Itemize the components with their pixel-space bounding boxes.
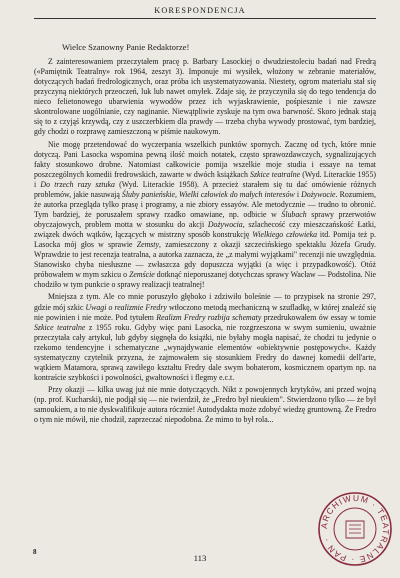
archive-stamp: [316, 488, 394, 570]
italic-title: Realizm Fredry rozbija schematy: [156, 312, 262, 322]
text-run: z 1955 roku. Gdyby więc pani Lasocka, nie rozgrzeszona w swym sumieniu, uważnie przeczytała cały artykuł, lub gdyby sięgnęła do książki, nie byłaby mogła napisać, że chodzi tu jedynie o rzekomo tendencyjne i schematyczne „wynajdywanie elementów «obiektywnie postępowych». Każdy systematyczny czytelnik przyzna, że zajmowałem się stosunkiem Fredry do dawnej komedii dell'arte, wątkiem Matamora, sprawą zawiłego kształtu Fredry dale swym bohaterom, kosmicznem opartym np. na kontraście szybkości i powolności, gwałtowności i flegmy e.c.t.: [34, 322, 376, 382]
text-run: itd. Pomija też p. Lasocka mój głos w sprawie: [34, 229, 376, 250]
italic-title: Szkice teatralne: [250, 169, 301, 179]
text-run: , zamieszczony z okazji szczecińskiego spektaklu Józefa Grudy. Wprawdzie to jest recenzja teatralna, a autorka zaznacza, że „z małymi wyjątkami" recenzji nie uwzględnia. Stanowisko chyba niesłuszne — zwłaszcza gdy dopuszcza wyjątki (a więc i przypadkowość). Otóż próbowałem w mym szkicu o: [34, 240, 376, 280]
text-run: przedrukowałem ów essay w tomie: [261, 312, 376, 322]
stamp-text: ARCHIWUM · TEATRALNE · PAN ·: [318, 492, 392, 566]
text-run: Z zainteresowaniem przeczytałem pracę p. Barbary Lasockiej o dwudziestoleciu badań nad Fredrą («Pamiętnik Teatralny» rok 1964, zeszyt 3). Imponuje mi wysiłek, włożony w zebranie materiałów, dotyczących badań fredrologicznych, oraz próba ich usystematyzowania. Niestety, ogrom materiału stał się przyczyną niektórych przeoczeń, luk lub nawet omyłek. Zdaje się, że przyczyniła się do tego tendencja do nieco felietonowego ubarwienia wywodów przez ich wyjaskrawienie, pośpiesznie i nie zawsze skontrolowane uogólnianie, czy naginanie. Niewątpliwie zyskuje na tym owa barwność. Skoro jednak stają się to z czyjąś krzywdą, czy z uszczerbkiem dla prawdy — trzeba chyba wywody prostować, tym bardziej, gdy chodzi o rozprawę zamieszczoną w piśmie naukowym.: [34, 57, 376, 137]
italic-title: Dożywocia: [207, 219, 243, 229]
letter-body: [34, 57, 376, 427]
text-run: . Rozumiem, że autorka przegląda tylko prasę i programy, a nie zbiory essayów. Ale metodycznie — trudno to obronić. Tym bardziej, że poruszałem sprawy rzadko omawiane, np. odbicie w: [34, 189, 376, 219]
header-rule: [34, 18, 376, 19]
italic-title: Zemście: [129, 270, 155, 280]
salutation: Wielce Szanowny Panie Redaktorze!: [62, 42, 190, 52]
italic-title: Śluby panieńskie, Wielki człowiek do małych interesów: [121, 189, 295, 199]
italic-title: Uwagi o realizmie Fredry: [85, 302, 167, 312]
text-run: i: [294, 189, 302, 199]
text-run: dotknąć nieporuszanej dotychczas sprawy Wacław — Podstolina. Nie chodziło w tym punkcie o sprawy realizacji teatralnej!: [34, 270, 376, 290]
running-header: KORESPONDENCJA: [154, 6, 246, 15]
text-run: (Wyd. Literackie 1955) i: [34, 169, 376, 189]
text-run: (Wyd. Literackie 1958). A przecież starałem się tu dać omówienie różnych problemów, jakie nasuwają: [34, 179, 377, 199]
italic-title: Szkice teatralne: [34, 322, 86, 332]
letter-paragraph: [34, 57, 376, 137]
text-run: wtłoczono metodą mechaniczną w szufladkę, w której znaleźć się nie powinien i nie może. Pod tytułem: [34, 302, 376, 322]
italic-title: Ślubach: [281, 209, 307, 219]
text-run: Przy okazji — kilka uwag już nie mnie dotyczących. Nikt z powojennych krytyków, ani przed wojną (np. prof. Kucharski), nie podjął się — nie twierdził, że „Fredro był nieukiem". Stwierdzono tylko — że był samoukiem, a to nie dyskwalifikuje autora rócznie! Autodydakta może zdobyć wiedzę gruntowną. Że Fredro o tym nie mówił, nie chodził, zaprzeczać niepodobna. Że mimo to był rola...: [34, 385, 376, 425]
italic-title: Wielkiego człowieka: [252, 229, 318, 239]
text-run: , szlachecość czy mieszczańskość Łatki, związek dwóch wątków, łączących w mistrzny sposób konstrukcję: [34, 219, 377, 239]
italic-title: Dożywocie: [301, 189, 336, 199]
italic-title: Zemsty: [136, 240, 159, 250]
margin-mark: 8: [33, 548, 37, 556]
text-run: Mniejsza z tym. Ale co mnie poruszyło głęboko i zdziwiło boleśnie — to przypisek na stronie 297, gdzie mój szkic: [34, 292, 376, 312]
letter-paragraph: [34, 292, 376, 382]
page-number: 113: [193, 553, 207, 563]
text-run: sprawy przerwotów obyczajowych, problem motta w stosunku do akcji: [34, 209, 376, 229]
italic-title: Do trzech razy sztuka: [40, 179, 115, 189]
letter-paragraph: [34, 385, 376, 425]
text-run: Nie mogę przetendować do wyczerpania wszelkich punktów spornych. Zacznę od tych, które mnie dotyczą. Pani Lasocka wspomina pewną ilość moich notatek, często sprawozdawczych, sygnalizujących fakty stosunkowo drobne. Natomiast całkowicie pomija wszelkie moje studia i essaye na temat poszczególnych komedii fredrowskich, zawarte w dwóch książkach: [34, 139, 376, 179]
letter-paragraph: [34, 140, 376, 291]
